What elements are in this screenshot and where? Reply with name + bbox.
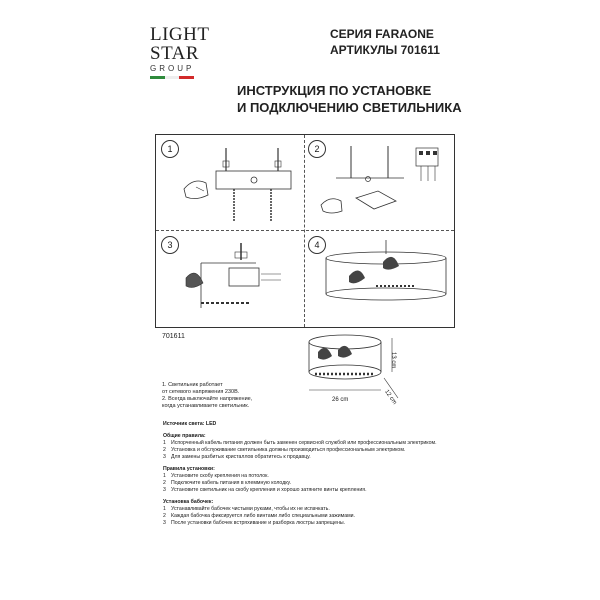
- light-source-label: Источник света: LED: [163, 421, 217, 427]
- step-4-butterfly-diagram: [321, 238, 451, 323]
- general-rule: Установка и обслуживание светильника должны производиться профессиональным электриком.: [171, 447, 406, 453]
- instructions-text: Источник света: LED Общие правила: 1 Испорченный кабель питания должен быть заменен сервисной службой или профессиональным электриком. 2 Установка и обслуживание светильника должны производиться профессиональным электриком. 3 Для замены разбитых кристаллов обратитесь к продавцу. Правила установки: 1 Установите скобу крепления на потолок. 2 Подключите кабель питания в клеммную колодку. 3 Установите светильник на скобу крепления и хорошо затяните винты крепления. Установка бабочек: 1 Устанавливайте бабочек чистыми руками, чтобы их не испачкать. 2 Каждая бабочка фиксируется либо винтами либо специальными зажимами. 3 После установки бабочек встряхивание и разборка люстры запрещены.: [163, 421, 453, 527]
- butterfly-rule: Устанавливайте бабочек чистыми руками, чтобы их не испачкать.: [171, 506, 330, 512]
- note-line: когда устанавливаете светильник.: [162, 403, 250, 409]
- logo-line-2: STAR: [150, 43, 200, 64]
- height-dimension: 13 cm: [390, 352, 396, 369]
- step-number-1: 1: [161, 140, 179, 158]
- articles-label: АРТИКУЛЫ 701611: [330, 43, 440, 57]
- product-header: [330, 26, 440, 58]
- installation-steps-grid: [155, 134, 455, 328]
- install-rule: Установите скобу крепления на потолок.: [171, 473, 269, 479]
- logo-line-3: GROUP: [150, 64, 195, 73]
- depth-dimension: 12 cm: [383, 389, 398, 406]
- butterfly-rule: Каждая бабочка фиксируется либо винтами либо специальными зажимами.: [171, 513, 355, 519]
- note-line: 1. Светильник работает: [162, 382, 223, 388]
- install-rules-title: Правила установки:: [163, 466, 215, 472]
- title-line-1: ИНСТРУКЦИЯ ПО УСТАНОВКЕ: [237, 83, 432, 98]
- step-number-3: 3: [161, 236, 179, 254]
- butterfly-rules-title: Установка бабочек:: [163, 499, 214, 505]
- general-rule: Для замены разбитых кристаллов обратитесь к продавцу.: [171, 454, 311, 460]
- series-label: СЕРИЯ FARAONE: [330, 27, 434, 41]
- general-rules-title: Общие правила:: [163, 433, 206, 439]
- step-1-bracket-diagram: [176, 143, 301, 228]
- brand-logo: [150, 25, 210, 105]
- step-3-mounting-diagram: [181, 238, 301, 323]
- step-number-4: 4: [308, 236, 326, 254]
- note-line: 2. Всегда выключайте напряжение,: [162, 396, 253, 402]
- product-notes: [162, 382, 272, 410]
- install-rule: Подключите кабель питания в клеммную колодку.: [171, 480, 292, 486]
- install-rule: Установите светильник на скобу крепления и хорошо затяните винты крепления.: [171, 487, 367, 493]
- product-code: 701611: [162, 333, 185, 340]
- general-rule: Испорченный кабель питания должен быть заменен сервисной службой или профессиональным электриком.: [171, 440, 437, 446]
- logo-line-1: LIGHT: [150, 24, 210, 45]
- step-2-wiring-diagram: [316, 143, 451, 228]
- document-title: [237, 82, 462, 116]
- note-line: от сетевого напряжения 230В.: [162, 389, 240, 395]
- title-line-2: И ПОДКЛЮЧЕНИЮ СВЕТИЛЬНИКА: [237, 100, 462, 115]
- product-dimension-drawing: [300, 330, 415, 412]
- step-number-2: 2: [308, 140, 326, 158]
- butterfly-rule: После установки бабочек встряхивание и разборка люстры запрещены.: [171, 520, 345, 526]
- italian-flag-icon: [150, 76, 194, 79]
- width-dimension: 26 cm: [332, 397, 349, 403]
